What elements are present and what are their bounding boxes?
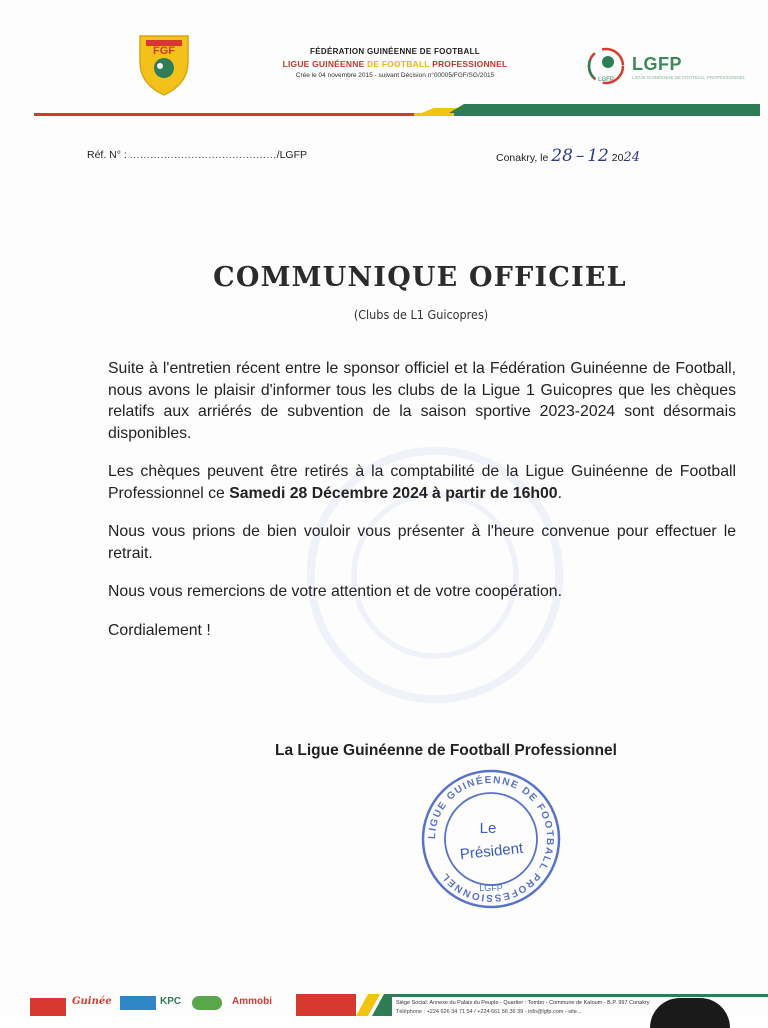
reference-dots: ...........................................: [129, 149, 277, 161]
document-subtitle: (Clubs de L1 Guicopres): [353, 307, 489, 322]
fgf-logo: [136, 32, 192, 98]
sponsor-ammobi: Ammobi: [232, 996, 272, 1007]
footer-color-bar: [0, 990, 768, 1016]
stamp-bottom: LGFP: [479, 883, 503, 893]
date-year-suffix: 24: [623, 150, 641, 165]
date-month: 12: [587, 146, 609, 166]
official-stamp: [416, 764, 566, 914]
lgfp-brand: LGFP: [632, 54, 682, 74]
lgfp-logo: [586, 46, 626, 86]
league-name-part1: LIGUE GUINÉENNE: [282, 59, 365, 69]
paragraph-2: [108, 461, 736, 504]
stamp-ring-text: LIGUE GUINÉENNE DE FOOTBALL PROFESSIONNEL: [426, 774, 556, 904]
footer-address: Siège Social: Annexe du Palais du Peuple - Quartier : Tombo - Commune de Kaloum - B.P. 997 Conakry: [396, 1000, 650, 1006]
sponsor-kpc: KPC: [160, 996, 182, 1007]
creation-decision: Crée le 04 novembre 2015 - suivant Décision n°00005/FGF/SG/2015: [295, 72, 495, 79]
reference-suffix: /LGFP: [276, 149, 308, 161]
document-title: COMMUNIQUE OFFICIEL: [213, 262, 627, 293]
date-day: 28: [551, 146, 573, 166]
league-name-part2: DE FOOTBALL: [367, 59, 430, 69]
paragraph-3: Nous vous prions de bien vouloir vous présenter à l'heure convenue pour effectuer le retrait.: [108, 523, 736, 562]
stamp-line-2: Président: [459, 839, 524, 864]
paragraph-2-text: Les chèques peuvent être retirés à la comptabilité de la Ligue Guinéenne de Football Professionnel ce: [108, 463, 736, 502]
sponsor-guinee: Guinée: [72, 996, 112, 1007]
document-body: [108, 358, 736, 641]
sponsor-green-logo: [192, 996, 222, 1010]
league-name: [250, 59, 540, 69]
lgfp-subtitle: LIGUE GUINÉENNE DE FOOTBALL PROFESSIONNEL: [632, 75, 746, 80]
signature-line: La Ligue Guinéenne de Football Professionnel: [275, 742, 617, 759]
date-year-prefix: 20: [611, 152, 624, 164]
reference-label: Réf. N° :: [87, 149, 127, 161]
date-sep: –: [575, 146, 585, 166]
letterhead: [250, 47, 540, 79]
paragraph-2-bold: Samedi 28 Décembre 2024 à partir de 16h00: [229, 484, 558, 502]
header-color-bar: [34, 100, 760, 118]
paragraph-4: Nous vous remercions de votre attention et de votre coopération.: [108, 583, 562, 600]
stamp-line-1: Le: [479, 820, 497, 837]
date-label: Conakry, le: [496, 152, 549, 164]
federation-name: FÉDÉRATION GUINÉENNE DE FOOTBALL: [310, 47, 480, 56]
closing: Cordialement !: [108, 621, 211, 639]
paragraph-1: Suite à l'entretien récent entre le sponsor officiel et la Fédération Guinéenne de Football, nous avons le plaisir d'informer tous les clubs de la Ligue 1 Guicopres que les chèques relatifs aux arriérés de subvention de la saison sportive 2023-2024 sont désormais disponibles.: [108, 360, 736, 442]
reference-line: [87, 149, 307, 161]
league-name-part3: PROFESSIONNEL: [432, 59, 508, 69]
date-line: [496, 146, 640, 166]
lgfp-logo-text: LGFP: [598, 77, 614, 83]
fgf-logo-text: FGF: [153, 45, 175, 57]
paragraph-2-end: .: [557, 484, 562, 502]
footer-contact: Téléphone : +224 626 34 71 54 / +224 661 56 36 39 - info@lgfp.com - site...: [396, 1009, 582, 1015]
sponsor-blue-logo: [120, 996, 156, 1010]
